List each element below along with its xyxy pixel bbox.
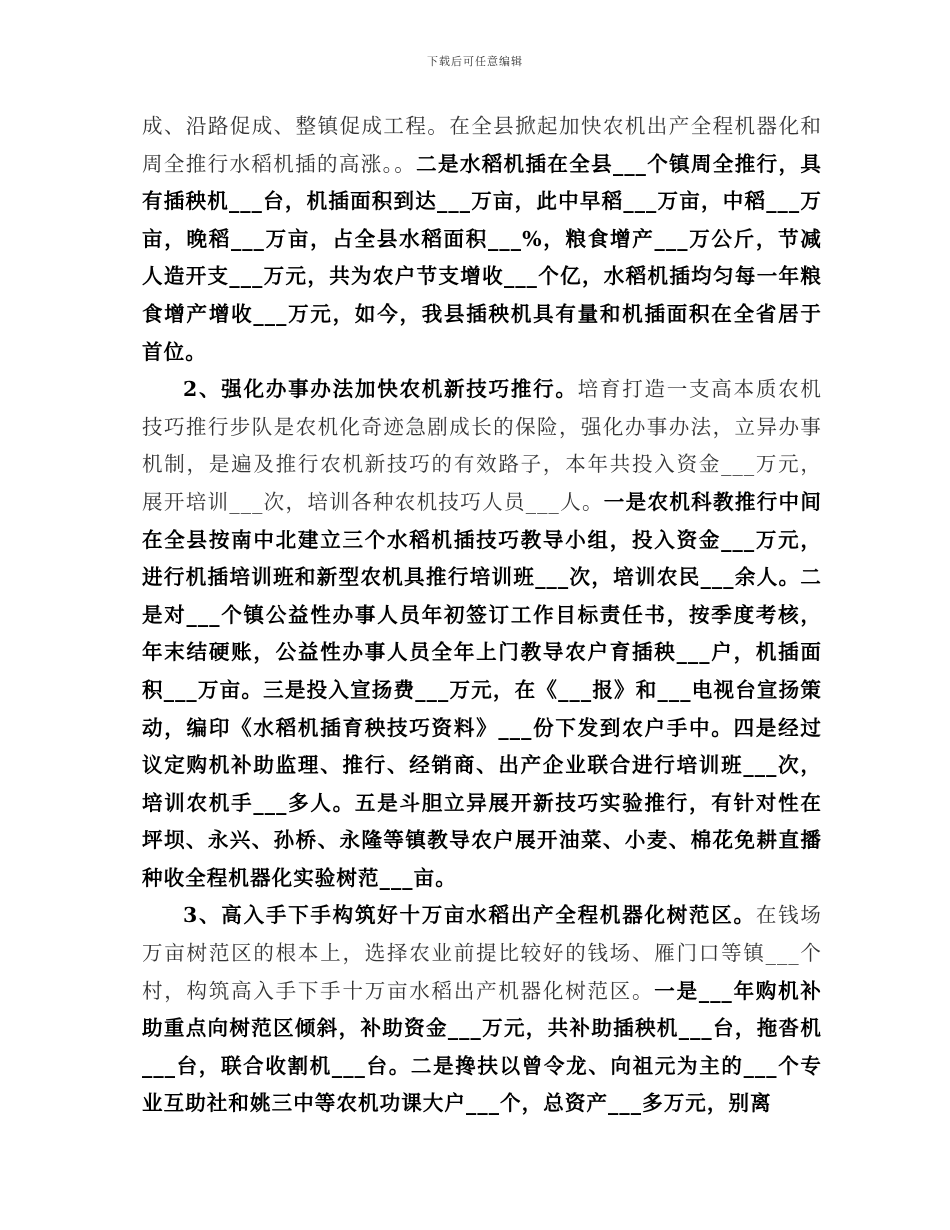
paragraph-2 bbox=[142, 371, 822, 897]
paragraph-1-text-1: 成、沿路促成、整镇促成工程。在全县掀起加快农机出产全程机器化和周全推行水稻机插的高涨。。 bbox=[142, 114, 822, 176]
paragraph-2-text-2: 一是农机科教推行中间在全县按南中北建立三个水稻机插技巧教导小组，投入资金___万元，进行机插培训班和新型农机具推行培训班___次，培训农民___余人。二是对___个镇公益性办事人员年初签订工作目标责任书，按季度考核，年末结硬账，公益性办事人员全年上门教导农户育插秧___户，机插面积___万亩。三是投入宣扬费___万元，在《___报》和___电视台宣扬策动，编印《水稻机插育秧技巧资料》___份下发到农户手中。四是经过议定购机补助监理、推行、经销商、出产企业联合进行培训班___次，培训农机手___多人。五是斗胆立异展开新技巧实验推行，有针对性在坪坝、永兴、孙桥、永隆等镇教导农户展开油菜、小麦、棉花免耕直播种收全程机器化实验树范___亩。 bbox=[142, 489, 822, 890]
paragraph-3-text-1: 在钱场万亩树范区的根本上，选择农业前提比较好的钱场、雁门口等镇___个村，构筑高入手下手十万亩水稻出产机器化树范区。 bbox=[142, 903, 822, 1003]
paragraph-3 bbox=[142, 897, 822, 1123]
paragraph-2-text-1: 培育打造一支高本质农机技巧推行步队是农机化奇迹急剧成长的保险，强化办事办法，立异办事机制，是遍及推行农机新技巧的有效路子，本年共投入资金___万元，展开培训___次，培训各种农机技巧人员___人。 bbox=[142, 377, 822, 514]
paragraph-3-heading: 3、高入手下手构筑好十万亩水稻出产全程机器化树范区。 bbox=[183, 903, 756, 928]
page-header: 下载后可任意编辑 bbox=[427, 55, 523, 68]
paragraph-1 bbox=[142, 108, 822, 371]
paragraph-3-text-2: 一是___年购机补助重点向树范区倾斜，补助资金___万元，共补助插秧机___台，拖沓机___台，联合收割机___台。二是搀扶以曾令龙、向祖元为主的___个专业互助社和姚三中等农机功课大户___个，总资产___多万元，别离 bbox=[142, 978, 822, 1116]
paragraph-2-heading: 2、强化办事办法加快农机新技巧推行。 bbox=[183, 377, 578, 402]
document-body bbox=[142, 108, 822, 1123]
paragraph-1-text-2: 二是水稻机插在全县___个镇周全推行，具有插秧机___台，机插面积到达___万亩，此中早稻___万亩，中稻___万亩，晚稻___万亩，占全县水稻面积___%，粮食增产___万公斤，节减人造开支___万元，共为农户节支增收___个亿，水稻机插均匀每一年粮食增产增收___万元，如今，我县插秧机具有量和机插面积在全省居于首位。 bbox=[142, 151, 822, 364]
